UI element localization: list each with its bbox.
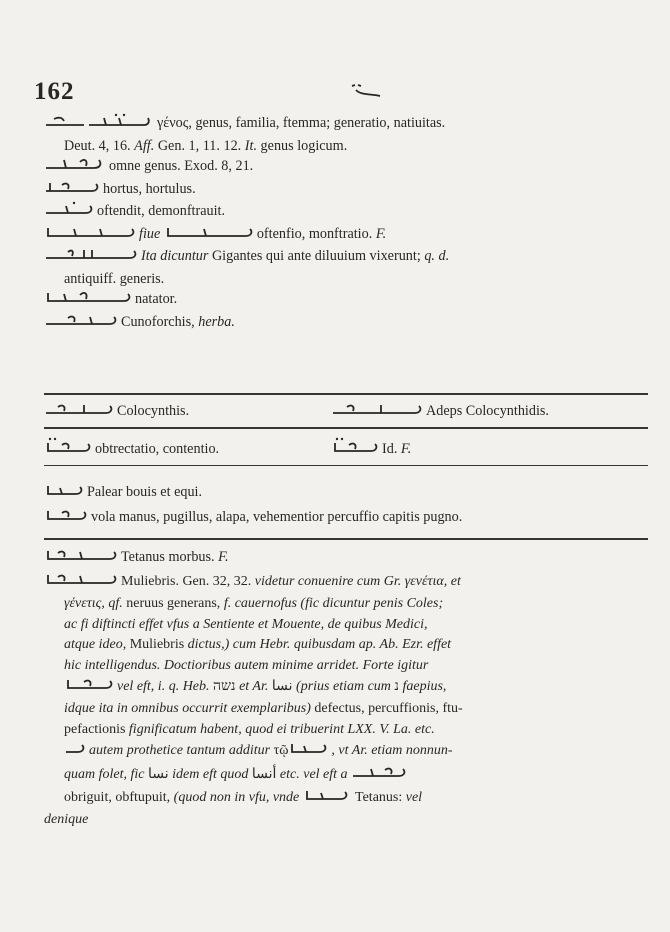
syriac-letter-glyph-icon (350, 82, 384, 103)
syriac-word-icon (64, 740, 86, 763)
text-line: hic intelligendus. Doctioribus autem minime arridet. Forte igitur (64, 657, 429, 673)
divider (44, 393, 648, 395)
syriac-word-icon (44, 113, 154, 136)
entry-vola: vola manus, pugillus, alapa, vehementior percuffio capitis pugno. (44, 507, 649, 530)
text-line: Muliebris. Gen. 32, 32. videtur conuenire cum Gr. γενέτια, et (44, 571, 649, 594)
catchword: denique (44, 812, 89, 828)
text-line: quam folet, fic نسا idem eft quod أنسا etc. vel eft a (44, 764, 649, 787)
entry-continuation: Deut. 4, 16. Aff. Gen. 1, 11. 12. It. genus logicum. (64, 137, 348, 154)
syriac-word-icon (164, 224, 254, 247)
entry-natator: natator. (44, 289, 644, 312)
syriac-word-icon (331, 437, 379, 462)
syriac-word-icon (44, 156, 106, 179)
page-number: 162 (34, 78, 75, 105)
entry-gigantes: Ita dicuntur Gigantes qui ante diluuium vixerunt; q. d. antiquiff. generis. (44, 246, 644, 289)
syriac-word-icon (44, 179, 100, 202)
text-line: idque ita in omnibus occurrit exemplaribus) defectus, percuffionis, ftu- (64, 701, 463, 717)
syriac-word-icon (331, 401, 423, 424)
entry-cunoforchis: Cunoforchis, herba. (44, 312, 644, 335)
syriac-word-icon (44, 401, 114, 424)
row-colocynthis: Colocynthis. Adeps Colocynthidis. (44, 401, 649, 424)
page-header (34, 78, 644, 108)
syriac-word-icon (44, 507, 88, 530)
entry-hortus: hortus, hortulus. (44, 179, 644, 202)
syriac-word-icon (44, 312, 118, 335)
entry-genus (44, 113, 644, 156)
syriac-word-icon (44, 289, 132, 312)
entry-muliebris (44, 571, 649, 831)
entry-ostensio: fiue oftenfio, monftratio. F. (44, 224, 644, 247)
syriac-word-icon (44, 482, 84, 505)
text-line: autem prothetice tantum additur τῷ , vt Ar. etiam nonnun- (44, 740, 649, 763)
entries-top (44, 113, 644, 334)
syriac-word-icon (44, 547, 118, 570)
text-line: ac fi diftincti effet vfus a Sentiente et Mouente, de quibus Medici, (64, 616, 428, 632)
text-line: γένετις, qf. neruus generans, f. cauernofus (fic dicuntur penis Coles; (64, 596, 444, 612)
syriac-word-icon (351, 764, 407, 787)
entry-text: γένος, genus, familia, ftemma; generatio, natiuitas. (157, 115, 446, 131)
syriac-word-icon (44, 201, 94, 224)
row-obtrectatio: obtrectatio, contentio. Id. F. (44, 437, 649, 462)
entry-ostendit: oftendit, demonftrauit. (44, 201, 644, 224)
syriac-word-icon (44, 224, 136, 247)
entry-tetanus: Tetanus morbus. F. (44, 547, 649, 570)
divider (44, 538, 648, 540)
text-line: atque ideo, Muliebris dictus,) cum Hebr. quibusdam ap. Ab. Ezr. effet (64, 637, 452, 653)
syriac-word-icon (303, 787, 349, 810)
text-line: pefactionis fignificatum habent, quod ei tribuerint LXX. V. La. etc. (64, 721, 435, 737)
entries-mid (44, 482, 649, 529)
entry-palear: Palear bouis et equi. (44, 482, 649, 505)
syriac-word-icon (64, 676, 114, 699)
entry-omne-genus: omne genus. Exod. 8, 21. (44, 156, 644, 179)
text-line: vel eft, i. q. Heb. נשה et Ar. نسا (prius etiam cum נ faepius, (44, 676, 649, 699)
divider (44, 465, 648, 466)
syriac-word-icon (44, 437, 92, 462)
syriac-word-icon (288, 740, 328, 763)
syriac-word-icon (44, 246, 138, 269)
divider (44, 427, 648, 429)
syriac-word-icon (44, 571, 118, 594)
text-line: obriguit, obftupuit, (quod non in vfu, vnde Tetanus: vel (44, 787, 649, 810)
